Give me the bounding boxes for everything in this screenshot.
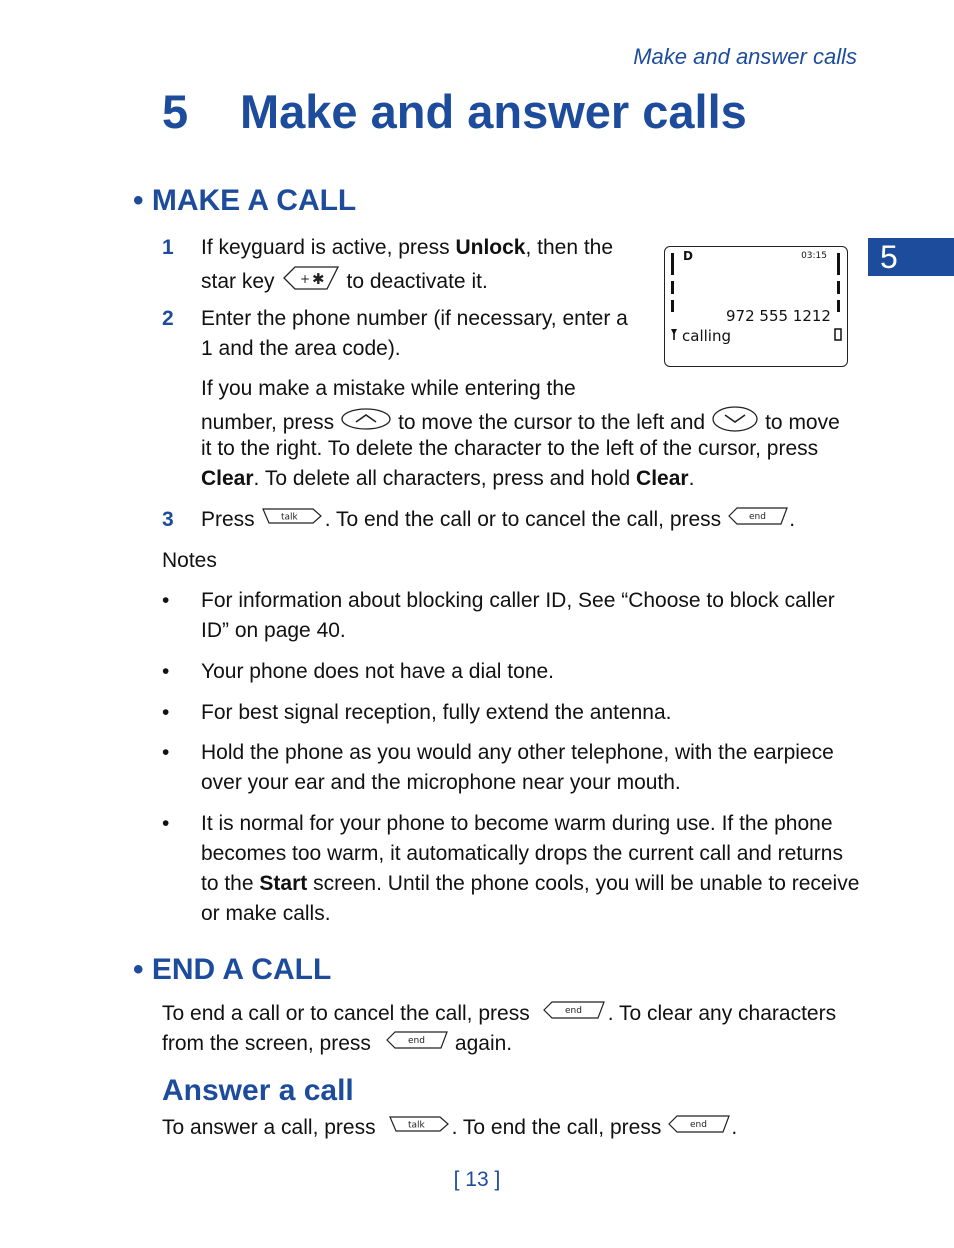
phone-screen-illustration [664,246,848,367]
end-key-icon [667,1113,731,1144]
star-key-icon [281,263,341,302]
note-5-line3: to the Start screen. Until the phone cools, you will be unable to receive [201,872,860,895]
note-2: Your phone does not have a dial tone. [201,660,555,683]
running-head: Make and answer calls [633,44,857,69]
bullet: • [162,701,170,724]
note-5-line1: It is normal for your phone to become warm during use. If the phone [201,812,833,835]
end-key-icon [385,1029,449,1060]
bullet: • [162,589,170,612]
unlock-label: Unlock [455,236,526,259]
step-1-line1: If keyguard is active, press Unlock, then the [201,236,614,259]
mistake-line1: If you make a mistake while entering the [201,377,576,400]
note-1-line2: ID” on page 40. [201,619,346,642]
talk-key-icon [388,1113,450,1144]
bullet: • [162,660,170,683]
talk-key-label: talk [280,512,298,523]
screen-indicator: D [683,249,693,263]
step-3-line: Press talk . To end the call or to cancel the call, press end . [201,505,795,536]
note-5-line2: becomes too warm, it automatically drops the current call and returns [201,842,843,865]
mistake-line4: Clear. To delete all characters, press and hold Clear. [201,467,695,490]
svg-text:+: + [299,272,310,286]
end-key-icon [727,505,789,536]
svg-text:end: end [690,1120,708,1130]
note-3: For best signal reception, fully extend the antenna. [201,701,672,724]
note-5-line4: or make calls. [201,902,331,925]
svg-text:✱: ✱ [311,270,325,288]
chapter-tab: 5 [868,238,954,276]
step-1-line2: star key + ✱ to deactivate it. [201,263,488,302]
end-call-heading: • END A CALL [133,953,332,986]
end-key-icon [542,999,606,1030]
svg-text:end: end [564,1006,582,1016]
bullet: • [162,812,170,835]
step-2-number: 2 [162,307,174,330]
note-1-line1: For information about blocking caller ID, See “Choose to block caller [201,589,835,612]
svg-text:end: end [407,1036,425,1046]
note-4-line2: over your ear and the microphone near your mouth. [201,771,681,794]
step-2-line1: Enter the phone number (if necessary, enter a [201,307,628,330]
chapter-title-text: Make and answer calls [240,85,747,138]
notes-label: Notes [162,549,217,572]
answer-call-heading: Answer a call [162,1074,354,1107]
mistake-line2: number, press to move the cursor to the left and to move [201,404,840,443]
make-call-heading: • MAKE A CALL [133,184,357,217]
chapter-number: 5 [162,85,189,138]
step-1-number: 1 [162,236,174,259]
chapter-title [162,84,747,139]
answer-call-line: To answer a call, press talk . To end the call, press end . [162,1113,737,1144]
bullet: • [162,741,170,764]
step-2-line2: 1 and the area code). [201,337,401,360]
end-call-line1: To end a call or to cancel the call, press end . To clear any characters [162,999,836,1030]
svg-text:talk: talk [407,1120,425,1131]
step-3-number: 3 [162,508,174,531]
page-number: [ 13 ] [453,1168,501,1191]
screen-time: 03:15 [801,251,827,261]
talk-key-icon [261,505,323,536]
screen-status: calling [682,327,731,345]
screen-number: 972 555 1212 [726,307,831,325]
svg-text:end: end [749,512,767,522]
note-4-line1: Hold the phone as you would any other telephone, with the earpiece [201,741,834,764]
mistake-line3: it to the right. To delete the character to the left of the cursor, press [201,437,819,460]
end-call-line2: from the screen, press end again. [162,1029,512,1060]
